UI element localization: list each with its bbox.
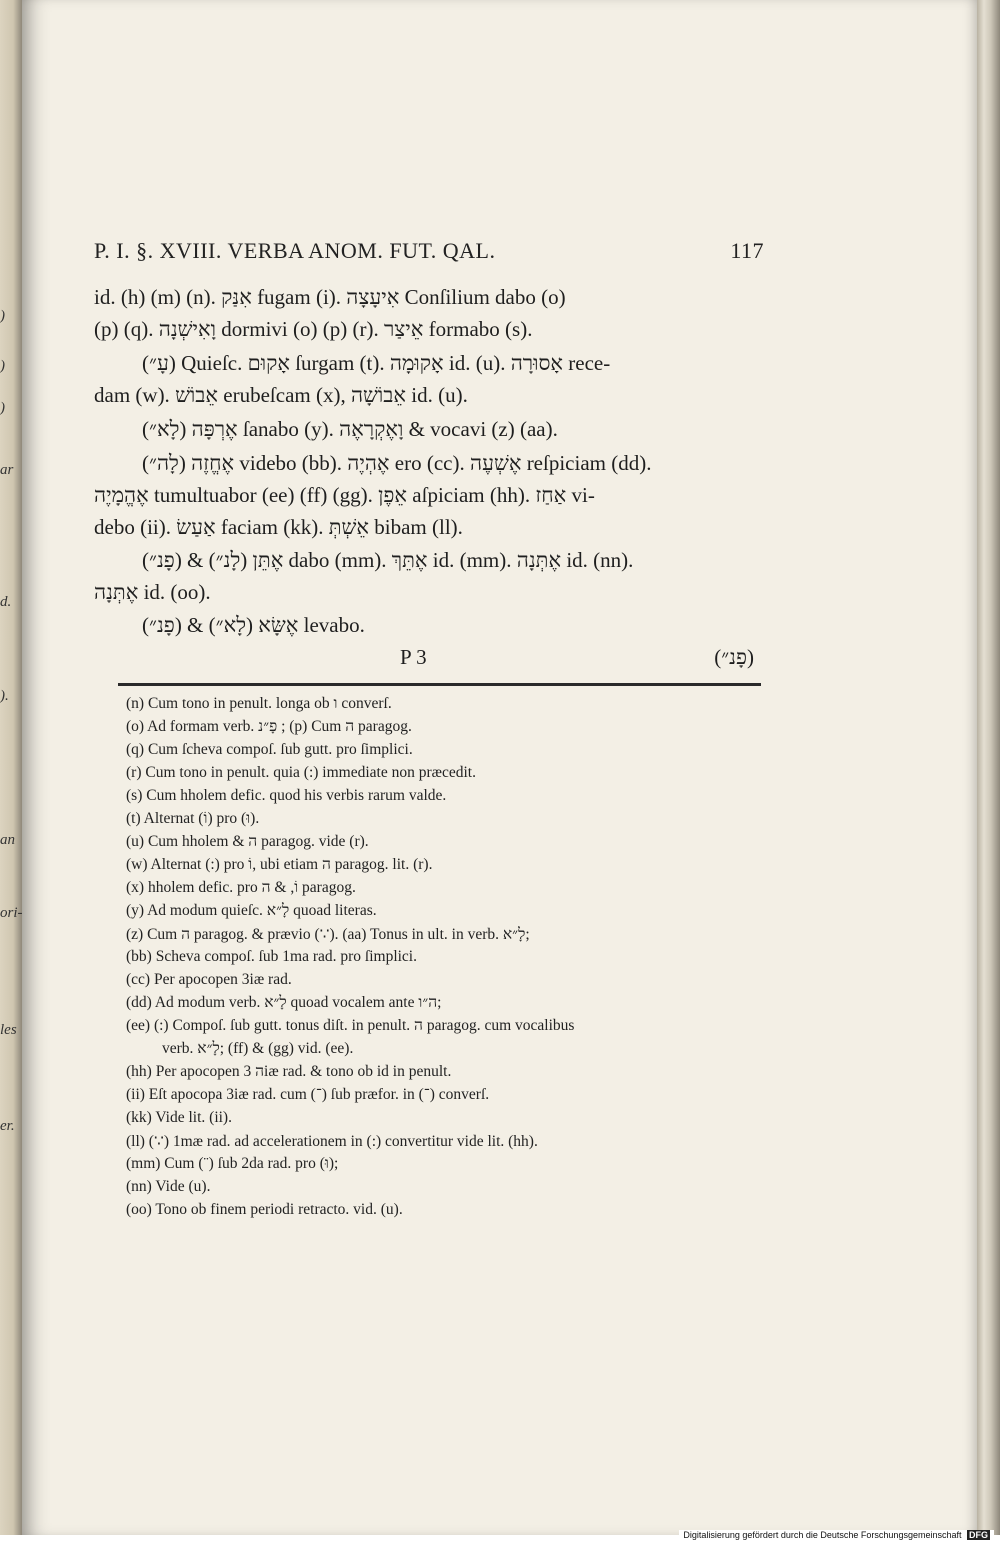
prev-page-fragment: ar (0, 462, 14, 478)
footnote: (hh) Per apocopen ה 3iæ rad. & tono ob id in penult. (126, 1063, 452, 1080)
book-page (22, 0, 977, 1535)
prev-page-fragment: ) (0, 358, 5, 374)
footnote: (kk) Vide lit. (ii). (126, 1109, 232, 1126)
footnote: (t) Alternat (וֹ) pro (וּ). (126, 810, 260, 827)
footnote: (dd) Ad modum verb. לָ״א quoad vocalem ante ה״ו; (126, 994, 442, 1011)
prev-page-fragment: les (0, 1022, 17, 1038)
prev-page-fragment: an (0, 832, 15, 848)
signature-mark: P 3 (400, 645, 427, 669)
footnote: (x) hholem defic. pro וֹ, & ה paragog. (126, 879, 356, 896)
dfg-credit (679, 1530, 994, 1540)
footnote: (bb) Scheva compoſ. ſub 1ma rad. pro ſimplici. (126, 948, 417, 965)
body-line: dam (w). אֵבוֹשׁ erubeſcam (x), אֵבוֹשָׁה id. (u). (94, 383, 468, 407)
previous-page-edge (0, 0, 22, 1535)
footnote: (ii) Eſt apocopa 3iæ rad. cum (־) ſub præfor. in (־) converſ. (126, 1086, 490, 1103)
footnote: (s) Cum hholem defic. quod his verbis rarum valde. (126, 787, 447, 804)
prev-page-fragment: ). (0, 688, 9, 704)
prev-page-fragment: ori- (0, 905, 23, 921)
page-edge (977, 0, 1000, 1535)
footnote: (u) Cum hholem & ה paragog. vide (r). (126, 833, 369, 850)
body-line: (לָא״) אֶרְפָּה ſanabo (y). וָאֶקְרָאֶה & vocavi (z) (aa). (142, 417, 558, 441)
footnote: verb. לָ״א; (ff) & (gg) vid. (ee). (162, 1040, 354, 1057)
prev-page-fragment: er. (0, 1118, 15, 1134)
catchword: (פָנ״) (714, 645, 754, 669)
footnote: (mm) Cum (¨) ſub 2da rad. pro (וּ); (126, 1155, 339, 1172)
body-line: debo (ii). אַעַשׂ faciam (kk). אֵשְׁתְּ bibam (ll). (94, 515, 463, 539)
prev-page-fragment: ) (0, 308, 5, 324)
body-line: (פָנ״) & (לָא״) אֶשָּׂא levabo. (142, 613, 365, 637)
footnote: (z) Cum ה paragog. & prævio (∵). (aa) Tonus in ult. in verb. לָ״א; (126, 926, 530, 943)
body-line: (פָנ״) & (לָנ״) אֶתֵּן dabo (mm). אֶתֵּךְ id. (mm). אֶתְּנָה id. (nn). (142, 548, 634, 572)
footnote: (q) Cum ſcheva compoſ. ſub gutt. pro ſimplici. (126, 741, 413, 758)
body-line: id. (h) (m) (n). אִנַּק fugam (i). אִיעָצָה Conſilium dabo (o) (94, 285, 566, 309)
running-head-title: P. I. §. XVIII. VERBA ANOM. FUT. QAL. (94, 238, 496, 263)
footnote: (oo) Tono ob finem periodi retracto. vid. (u). (126, 1201, 403, 1218)
footnote: (n) Cum tono in penult. longa ob ו converſ. (126, 695, 392, 712)
dfg-credit-text: Digitalisierung gefördert durch die Deutsche Forschungsgemeinschaft (683, 1530, 962, 1540)
body-line: (לָה״) אֶחֱזֶה videbo (bb). אֶהְיֶה ero (cc). אֶשְׁעֶה reſpiciam (dd). (142, 451, 652, 475)
body-line: אֶתְּנָה id. (oo). (94, 580, 211, 604)
prev-page-fragment: ) (0, 400, 5, 416)
body-line: (עָ״) Quieſc. אָקוּם ſurgam (t). אָקוּמָה id. (u). אָסוּרָה rece- (142, 351, 611, 375)
footnote: (ee) (:) Compoſ. ſub gutt. tonus diſt. in penult. ה paragog. cum vocalibus (126, 1017, 575, 1034)
footnote: (o) Ad formam verb. פָ״נ ; (p) Cum ה paragog. (126, 718, 412, 735)
body-line: אֶהֱמָיֶה tumultuabor (ee) (ff) (gg). אֵפֶן aſpiciam (hh). אַחַז vi- (94, 483, 595, 507)
footnote: (ll) (∵) 1mæ rad. ad accelerationem in (:) convertitur vide lit. (hh). (126, 1133, 538, 1150)
body-line: (p) (q). וָאִישְׁנָה dormivi (o) (p) (r). אֵיצַר formabo (s). (94, 317, 533, 341)
prev-page-fragment: d. (0, 594, 12, 610)
page-number: 117 (730, 238, 764, 263)
footnote: (nn) Vide (u). (126, 1178, 211, 1195)
footnote: (w) Alternat (:) pro וֹ, ubi etiam ה paragog. lit. (r). (126, 856, 433, 873)
footnote-rule (118, 683, 761, 686)
footnote: (r) Cum tono in penult. quia (:) immediate non præcedit. (126, 764, 476, 781)
dfg-logo: DFG (969, 1530, 988, 1540)
footnote: (y) Ad modum quieſc. לָ״א quoad literas. (126, 902, 377, 919)
footnote: (cc) Per apocopen 3iæ rad. (126, 971, 292, 988)
